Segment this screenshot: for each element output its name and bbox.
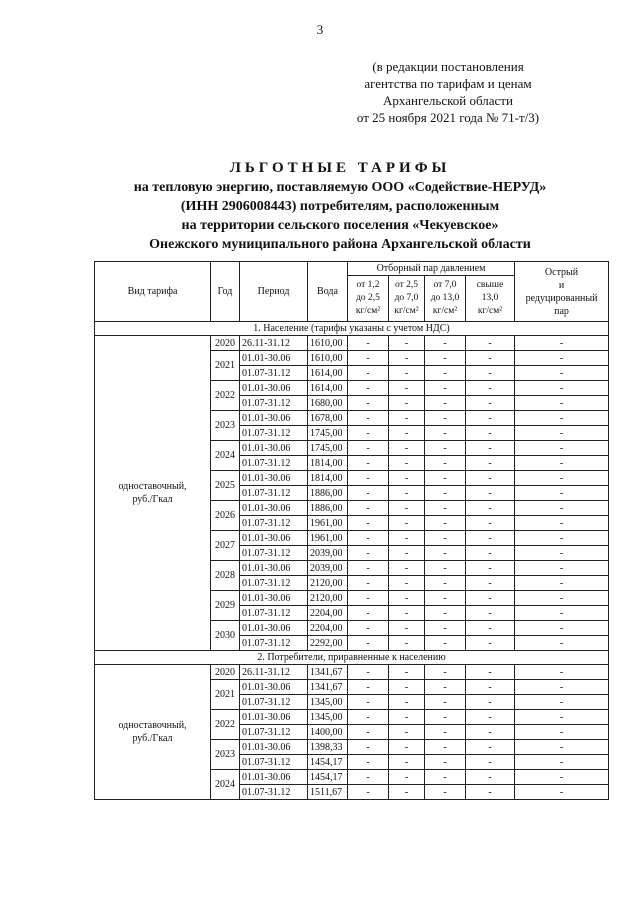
period-cell: 26.11-31.12 [240,665,308,680]
dash-cell: - [389,486,425,501]
water-cell: 1610,00 [308,336,348,351]
dash-cell: - [425,531,466,546]
dash-cell: - [348,441,389,456]
dash-cell: - [348,516,389,531]
dash-cell: - [389,680,425,695]
page-number: 3 [316,22,324,37]
water-cell: 2120,00 [308,576,348,591]
year-cell: 2023 [211,740,240,770]
year-cell: 2026 [211,501,240,531]
dash-cell: - [348,531,389,546]
tariff-kind-line: руб./Гкал [132,494,173,505]
period-cell: 01.01-30.06 [240,591,308,606]
dash-cell: - [466,501,515,516]
dash-cell: - [389,740,425,755]
edition-line: от 25 ноября 2021 года № 71-т/3) [356,110,540,125]
year-cell: 2021 [211,351,240,381]
subtitle-line: (ИНН 2906008443) потребителям, расположенным [180,199,500,214]
tariff-kind-line: одноставочный, [118,720,187,731]
dash-cell: - [425,710,466,725]
dash-cell: - [348,785,389,800]
year-cell: 2027 [211,531,240,561]
period-cell: 01.07-31.12 [240,636,308,651]
dash-cell: - [466,546,515,561]
dash-cell: - [515,740,609,755]
dash-cell: - [425,366,466,381]
dash-cell: - [348,486,389,501]
dash-cell: - [425,740,466,755]
dash-cell: - [389,396,425,411]
dash-cell: - [389,456,425,471]
dash-cell: - [425,426,466,441]
dash-cell: - [348,755,389,770]
period-cell: 01.01-30.06 [240,471,308,486]
water-cell: 1398,33 [308,740,348,755]
year-cell: 2030 [211,621,240,651]
dash-cell: - [515,770,609,785]
dash-cell: - [515,501,609,516]
dash-cell: - [466,606,515,621]
dash-cell: - [348,636,389,651]
dash-cell: - [425,471,466,486]
dash-cell: - [515,755,609,770]
dash-cell: - [348,606,389,621]
header-steam-col [389,276,425,322]
period-cell: 01.01-30.06 [240,531,308,546]
dash-cell: - [466,770,515,785]
water-cell: 1886,00 [308,501,348,516]
year-cell: 2024 [211,441,240,471]
period-cell: 01.07-31.12 [240,516,308,531]
header-line: кг/см² [355,306,381,316]
dash-cell: - [348,501,389,516]
water-cell: 1341,67 [308,665,348,680]
dash-cell: - [515,441,609,456]
header-water: Вода [308,262,348,322]
dash-cell: - [348,426,389,441]
dash-cell: - [466,441,515,456]
year-cell: 2021 [211,680,240,710]
water-cell: 2120,00 [308,591,348,606]
dash-cell: - [425,351,466,366]
dash-cell: - [425,501,466,516]
dash-cell: - [515,381,609,396]
year-cell: 2020 [211,336,240,351]
dash-cell: - [389,561,425,576]
dash-cell: - [348,411,389,426]
header-line: от 2,5 [394,280,419,290]
period-cell: 01.07-31.12 [240,725,308,740]
dash-cell: - [425,770,466,785]
header-line: от 7,0 [433,280,457,290]
period-cell: 01.01-30.06 [240,561,308,576]
water-cell: 1680,00 [308,396,348,411]
dash-cell: - [466,740,515,755]
subtitle-line: Онежского муниципального района Архангельской области [149,237,531,252]
water-cell: 1454,17 [308,770,348,785]
dash-cell: - [515,785,609,800]
dash-cell: - [515,516,609,531]
dash-cell: - [466,351,515,366]
water-cell: 1345,00 [308,710,348,725]
dash-cell: - [515,636,609,651]
dash-cell: - [348,366,389,381]
subtitle-line: на территории сельского поселения «Чекуевское» [181,218,499,233]
water-cell: 2292,00 [308,636,348,651]
dash-cell: - [348,725,389,740]
dash-cell: - [425,591,466,606]
header-line: кг/см² [394,306,419,316]
dash-cell: - [348,336,389,351]
dash-cell: - [389,665,425,680]
period-cell: 01.07-31.12 [240,755,308,770]
dash-cell: - [466,695,515,710]
edition-note [318,58,578,126]
dash-cell: - [466,426,515,441]
dash-cell: - [466,561,515,576]
dash-cell: - [515,366,609,381]
dash-cell: - [515,471,609,486]
year-cell: 2024 [211,770,240,800]
dash-cell: - [425,336,466,351]
header-line: пар [554,305,569,317]
dash-cell: - [389,366,425,381]
dash-cell: - [466,621,515,636]
period-cell: 01.07-31.12 [240,785,308,800]
dash-cell: - [348,591,389,606]
dash-cell: - [348,665,389,680]
dash-cell: - [425,411,466,426]
dash-cell: - [389,441,425,456]
dash-cell: - [348,456,389,471]
dash-cell: - [348,695,389,710]
period-cell: 01.01-30.06 [240,351,308,366]
header-line: 13,0 [481,293,499,303]
water-cell: 2039,00 [308,561,348,576]
dash-cell: - [425,725,466,740]
water-cell: 1454,17 [308,755,348,770]
period-cell: 01.07-31.12 [240,486,308,501]
water-cell: 1610,00 [308,351,348,366]
dash-cell: - [425,576,466,591]
dash-cell: - [425,755,466,770]
year-cell: 2022 [211,710,240,740]
header-period: Период [240,262,308,322]
period-cell: 01.07-31.12 [240,606,308,621]
dash-cell: - [515,606,609,621]
dash-cell: - [348,680,389,695]
header-line: Острый [544,266,579,278]
dash-cell: - [348,396,389,411]
water-cell: 1886,00 [308,486,348,501]
dash-cell: - [389,531,425,546]
table-row [95,665,609,680]
dash-cell: - [425,516,466,531]
dash-cell: - [466,680,515,695]
water-cell: 2204,00 [308,606,348,621]
header-line: кг/см² [432,306,458,316]
dash-cell: - [515,486,609,501]
water-cell: 1745,00 [308,441,348,456]
dash-cell: - [425,785,466,800]
dash-cell: - [425,561,466,576]
year-cell: 2022 [211,381,240,411]
water-cell: 1614,00 [308,381,348,396]
dash-cell: - [425,396,466,411]
dash-cell: - [466,576,515,591]
water-cell: 1511,67 [308,785,348,800]
dash-cell: - [515,621,609,636]
dash-cell: - [389,501,425,516]
header-line: до 7,0 [394,293,419,303]
dash-cell: - [515,411,609,426]
water-cell: 2204,00 [308,621,348,636]
dash-cell: - [425,486,466,501]
dash-cell: - [348,471,389,486]
edition-line: Архангельской области [383,93,513,108]
dash-cell: - [466,755,515,770]
tariff-kind-cell [95,336,211,651]
dash-cell: - [425,546,466,561]
dash-cell: - [425,680,466,695]
header-year: Год [211,262,240,322]
dash-cell: - [466,396,515,411]
dash-cell: - [389,411,425,426]
period-cell: 01.01-30.06 [240,441,308,456]
period-cell: 01.01-30.06 [240,381,308,396]
header-kind: Вид тарифа [95,262,211,322]
dash-cell: - [389,471,425,486]
table-header [95,262,609,322]
period-cell: 01.07-31.12 [240,396,308,411]
dash-cell: - [425,456,466,471]
period-cell: 01.07-31.12 [240,695,308,710]
water-cell: 1814,00 [308,456,348,471]
dash-cell: - [425,695,466,710]
header-sharp-steam [515,262,609,322]
dash-cell: - [466,785,515,800]
dash-cell: - [515,546,609,561]
edition-line: агентства по тарифам и ценам [364,76,532,91]
water-cell: 1614,00 [308,366,348,381]
dash-cell: - [348,770,389,785]
dash-cell: - [466,381,515,396]
period-cell: 01.07-31.12 [240,576,308,591]
dash-cell: - [389,351,425,366]
header-steam-col [348,276,389,322]
dash-cell: - [389,785,425,800]
dash-cell: - [425,665,466,680]
period-cell: 01.01-30.06 [240,501,308,516]
header-line: свыше [476,280,504,290]
dash-cell: - [515,591,609,606]
dash-cell: - [466,411,515,426]
dash-cell: - [348,576,389,591]
dash-cell: - [466,710,515,725]
dash-cell: - [515,725,609,740]
dash-cell: - [348,710,389,725]
dash-cell: - [515,531,609,546]
year-cell: 2023 [211,411,240,441]
dash-cell: - [348,381,389,396]
dash-cell: - [515,710,609,725]
dash-cell: - [348,621,389,636]
header-steam: Отборный пар давлением [348,262,515,276]
period-cell: 01.07-31.12 [240,546,308,561]
dash-cell: - [389,755,425,770]
header-line: и [558,279,565,291]
subtitle-line: на тепловую энергию, поставляемую ООО «Содействие-НЕРУД» [133,180,547,195]
dash-cell: - [389,621,425,636]
document-heading [60,158,620,254]
period-cell: 01.07-31.12 [240,426,308,441]
dash-cell: - [466,725,515,740]
period-cell: 01.01-30.06 [240,621,308,636]
dash-cell: - [466,486,515,501]
dash-cell: - [425,621,466,636]
edition-line: (в редакции постановления [372,59,524,74]
dash-cell: - [466,471,515,486]
dash-cell: - [466,336,515,351]
dash-cell: - [425,381,466,396]
header-steam-col [425,276,466,322]
period-cell: 01.01-30.06 [240,680,308,695]
dash-cell: - [389,426,425,441]
dash-cell: - [466,531,515,546]
tariff-kind-line: руб./Гкал [132,733,173,744]
header-line: до 13,0 [430,293,460,303]
period-cell: 01.07-31.12 [240,456,308,471]
header-steam-col [466,276,515,322]
year-cell: 2029 [211,591,240,621]
tariff-kind-cell [95,665,211,800]
dash-cell: - [389,725,425,740]
dash-cell: - [515,665,609,680]
period-cell: 01.01-30.06 [240,710,308,725]
dash-cell: - [515,351,609,366]
dash-cell: - [389,591,425,606]
year-cell: 2025 [211,471,240,501]
dash-cell: - [466,456,515,471]
water-cell: 1745,00 [308,426,348,441]
year-cell: 2020 [211,665,240,680]
dash-cell: - [348,561,389,576]
section-title: 2. Потребители, приравненные к населению [95,651,609,665]
dash-cell: - [425,606,466,621]
dash-cell: - [515,456,609,471]
dash-cell: - [348,351,389,366]
water-cell: 1341,67 [308,680,348,695]
dash-cell: - [389,636,425,651]
dash-cell: - [348,740,389,755]
dash-cell: - [515,336,609,351]
dash-cell: - [466,366,515,381]
water-cell: 2039,00 [308,546,348,561]
water-cell: 1961,00 [308,516,348,531]
dash-cell: - [425,636,466,651]
water-cell: 1814,00 [308,471,348,486]
dash-cell: - [515,576,609,591]
dash-cell: - [389,770,425,785]
dash-cell: - [348,546,389,561]
dash-cell: - [466,665,515,680]
dash-cell: - [389,710,425,725]
section-row [95,651,609,665]
dash-cell: - [389,606,425,621]
dash-cell: - [466,591,515,606]
table-body [95,322,609,800]
period-cell: 01.01-30.06 [240,770,308,785]
header-line: от 1,2 [356,280,380,290]
water-cell: 1345,00 [308,695,348,710]
section-title: 1. Население (тарифы указаны с учетом НДС) [95,322,609,336]
dash-cell: - [389,516,425,531]
header-line: до 2,5 [356,293,380,303]
water-cell: 1678,00 [308,411,348,426]
header-line: кг/см² [477,306,503,316]
dash-cell: - [515,396,609,411]
period-cell: 26.11-31.12 [240,336,308,351]
dash-cell: - [466,516,515,531]
dash-cell: - [389,381,425,396]
header-line: редуцированный [525,292,598,304]
period-cell: 01.01-30.06 [240,411,308,426]
dash-cell: - [389,336,425,351]
dash-cell: - [389,546,425,561]
dash-cell: - [425,441,466,456]
document-title: ЛЬГОТНЫЕ ТАРИФЫ [229,160,451,176]
period-cell: 01.07-31.12 [240,366,308,381]
dash-cell: - [515,695,609,710]
water-cell: 1961,00 [308,531,348,546]
dash-cell: - [515,680,609,695]
dash-cell: - [389,695,425,710]
dash-cell: - [466,636,515,651]
year-cell: 2028 [211,561,240,591]
period-cell: 01.01-30.06 [240,740,308,755]
water-cell: 1400,00 [308,725,348,740]
dash-cell: - [389,576,425,591]
table-row [95,336,609,351]
tariff-kind-line: одноставочный, [118,481,187,492]
dash-cell: - [515,426,609,441]
dash-cell: - [515,561,609,576]
tariff-table [94,261,609,800]
section-row [95,322,609,336]
